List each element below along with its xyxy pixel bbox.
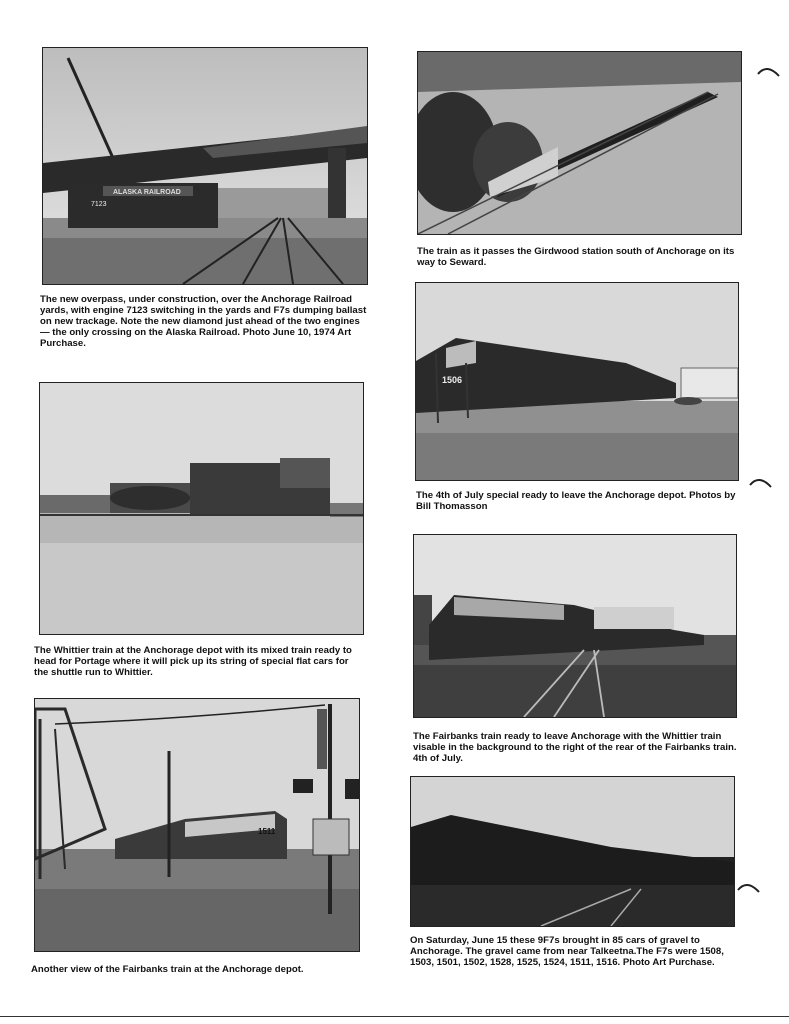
engine-lettering: ALASKA RAILROAD [113, 189, 181, 196]
bottom-rule [0, 1016, 789, 1017]
photo-fairbanks [413, 534, 737, 718]
caption-overpass: The new overpass, under construction, over the Anchorage Railroad yards, with engine 7123 switching in the yards and F7s dumping ballast on new trackage. Note the new diamond just ahead of the two engines — the only crossing on the Alaska Railroad. Photo June 10, 1974 Art Purchase. [40, 294, 367, 349]
photo-whittier [39, 382, 364, 635]
margin-mark [737, 878, 761, 896]
margin-mark [749, 473, 773, 491]
photo-fairbanks-depot [34, 698, 360, 952]
caption-fourth-of-july: The 4th of July special ready to leave the Anchorage depot. Photos by Bill Thomasson [416, 490, 736, 512]
photo-girdwood [417, 51, 742, 235]
photo-gravel [410, 776, 735, 927]
engine-number: 7123 [91, 201, 107, 208]
photo-overpass [42, 47, 368, 285]
photo-fourth-of-july [415, 282, 739, 481]
caption-fairbanks-depot: Another view of the Fairbanks train at the Anchorage depot. [31, 964, 304, 975]
caption-gravel: On Saturday, June 15 these 9F7s brought in 85 cars of gravel to Anchorage. The gravel came from near Talkeetna.The F7s were 1508, 1503, 1501, 1502, 1528, 1525, 1524, 1511, 1516. Photo Art Purchase. [410, 935, 724, 968]
july-loco-number: 1506 [442, 375, 463, 385]
caption-girdwood: The train as it passes the Girdwood station south of Anchorage on its way to Seward. [417, 246, 735, 268]
caption-fairbanks: The Fairbanks train ready to leave Anchorage with the Whittier train visable in the background to the right of the rear of the Fairbanks train. 4th of July. [413, 731, 737, 764]
depot-loco-number: 1511 [258, 827, 276, 836]
caption-whittier: The Whittier train at the Anchorage depot with its mixed train ready to head for Portage where it will pick up its string of special flat cars for the shuttle run to Whittier. [34, 645, 352, 678]
margin-mark [757, 62, 781, 80]
